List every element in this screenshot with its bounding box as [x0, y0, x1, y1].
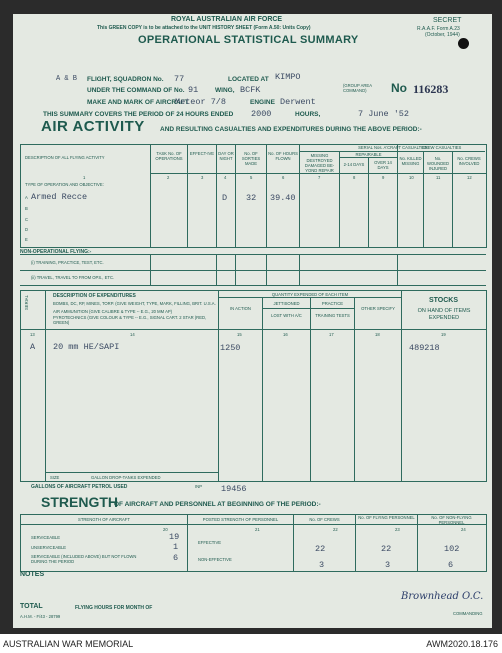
hours-label: HOURS,: [295, 111, 321, 118]
activity-sorties: 32: [246, 193, 257, 203]
expenditure-stocks: 489218: [409, 343, 440, 353]
wing-label: WING,: [215, 87, 235, 94]
non-op-training: (i) TRAINING, PRACTICE, TEST, ETC.: [31, 260, 104, 265]
col-jettisoned: JETTISONED: [273, 301, 300, 306]
petrol-prefix: INP: [195, 484, 202, 489]
notes-label: NOTES: [20, 571, 45, 578]
col-expenditure-desc: DESCRIPTION OF EXPENDITURES: [53, 293, 136, 299]
row-letter-d: D: [25, 227, 29, 232]
col-num-9: 9: [382, 175, 385, 180]
aircraft-value: Meteor 7/8: [175, 97, 227, 107]
archive-name: AUSTRALIAN WAR MEMORIAL: [3, 639, 134, 649]
secret-label: SECRET: [433, 17, 462, 24]
col-num-17: 17: [329, 332, 334, 337]
form-ref: R.A.A.F. Form A.23: [417, 26, 460, 32]
gallon-drop-label: GALLON DROP-TANKS EXPENDED: [91, 475, 161, 480]
row-letter-c: C: [25, 217, 29, 222]
non-op-travel: (ii) TRAVEL, TRAVEL TO FROM OPS., ETC.: [31, 275, 115, 280]
expenditure-item: 20 mm HE/SAPI: [53, 342, 120, 352]
col-2-14-days: 2-14 DAYS: [343, 162, 365, 167]
col-num-4: 4: [224, 175, 227, 180]
command-label: UNDER THE COMMAND OF No.: [87, 87, 185, 94]
group-label: (GROUP AREA COMMAND): [343, 83, 372, 93]
col-sorties: No. OF SORTIES MADE: [241, 151, 261, 166]
period-label: THIS SUMMARY COVERS THE PERIOD OF 24 HOURS ENDED: [43, 111, 234, 118]
form-date: (October, 1944): [425, 32, 460, 38]
aircraft-label: MAKE AND MARK OF AIRCRAFT: [87, 99, 189, 106]
col-num-14: 14: [130, 332, 135, 337]
col-flying-personnel: No. OF FLYING PERSONNEL: [358, 515, 415, 520]
org-name: ROYAL AUSTRALIAN AIR FORCE: [171, 16, 283, 23]
green-copy-note: This GREEN COPY is to be attached to the UNIT HISTORY SHEET (Form A.50: Units Copy): [97, 25, 311, 31]
col-killed: No. KILLED MISSING: [399, 156, 422, 166]
col-num-7: 7: [318, 175, 321, 180]
effective-label: EFFECTIVE: [198, 540, 222, 545]
form-number: 116283: [413, 82, 449, 96]
col-num-18: 18: [375, 332, 380, 337]
air-activity-subtitle: AND RESULTING CASUALTIES AND EXPENDITURES DURING THE ABOVE PERIOD:-: [160, 126, 422, 133]
squadron-value: 77: [174, 74, 185, 84]
crews-effective: 22: [315, 544, 326, 554]
col-training-tests: TRAINING TESTS: [315, 313, 350, 318]
activity-day-night: D: [222, 193, 228, 203]
col-num-19: 19: [441, 332, 446, 337]
col-lost-with-ac: LOST WITH A/C: [271, 313, 302, 318]
flight-label: FLIGHT, SQUADRON No.: [87, 76, 164, 83]
wing-value: 91: [188, 85, 199, 95]
engine-label: ENGINE: [250, 99, 275, 106]
flying-non-effective: 3: [385, 560, 391, 570]
col-hours: No. OF HOURS FLOWN: [268, 151, 298, 161]
unserviceable-value: 1: [173, 542, 179, 552]
expenditure-note-pyro: PYROTECHNICS (GIVE COLOUR & TYPE -- E.G., SIGNAL CART. 2 STAR (RED, GREEN): [53, 315, 207, 325]
unserviceable-label: UNSERVICEABLE: [31, 545, 67, 550]
form-sheet: [13, 14, 492, 628]
col-num-11: 11: [436, 175, 441, 180]
not-flown-value: 6: [173, 553, 179, 563]
col-effective: EFFECT-IVE: [189, 151, 215, 156]
engine-value: Derwent: [280, 97, 316, 107]
col-posted-strength: POSTED STRENGTH OF PERSONNEL: [202, 517, 279, 522]
total-label: TOTAL: [20, 603, 43, 610]
group-value: BCFK: [240, 85, 261, 95]
petrol-label: GALLONS OF AIRCRAFT PETROL USED: [31, 484, 128, 490]
strength-subtitle: OF AIRCRAFT AND PERSONNEL AT BEGINNING OF THE PERIOD:-: [114, 501, 321, 508]
col-serial: SERIAL: [24, 295, 29, 310]
commanding-label: COMMANDING: [453, 611, 483, 616]
nonflying-effective: 102: [444, 544, 460, 554]
form-title: OPERATIONAL STATISTICAL SUMMARY: [138, 34, 359, 46]
punch-hole: [458, 38, 469, 49]
col-crews: No. OF CREWS: [309, 517, 340, 522]
col-task: TASK No. OF OPERATIONS: [155, 151, 183, 161]
non-op-label: NON-OPERATIONAL FLYING:-: [20, 249, 92, 255]
number-label: No: [391, 81, 407, 95]
expenditure-serial: A: [30, 342, 36, 352]
activity-description: Armed Recce: [31, 192, 88, 202]
col-num-15: 15: [237, 332, 242, 337]
col-num-6: 6: [282, 175, 285, 180]
period-hours: 2000: [251, 109, 272, 119]
expenditure-note-ammo: AIR AMMUNITION (GIVE CALIBRE & TYPE -- E.G., 20 MM AP): [53, 309, 173, 314]
col-strength-aircraft: STRENGTH OF AIRCRAFT: [78, 517, 130, 522]
col-num-10: 10: [409, 175, 414, 180]
row-letter-b: B: [25, 206, 28, 211]
col-in-action: IN ACTION: [230, 306, 251, 311]
printer-ref: A.H.M. - F/43 - 28799: [20, 614, 61, 619]
col-num-5: 5: [250, 175, 253, 180]
row-letter-e: E: [25, 237, 28, 242]
located-label: LOCATED AT: [228, 76, 269, 83]
col-num-1: 1: [83, 175, 86, 180]
petrol-value: 19456: [221, 484, 247, 494]
col-serial-header: SERIAL Nos. A'CRAFT CASUALTIES: [358, 145, 428, 150]
air-activity-title: AIR ACTIVITY: [41, 118, 145, 135]
col-num-24: 24: [461, 527, 466, 532]
col-day: DAY OR NIGHT: [218, 151, 234, 161]
crews-non-effective: 3: [319, 560, 325, 570]
col-num-2: 2: [167, 175, 170, 180]
location-value: KIMPO: [275, 72, 301, 82]
col-stocks-sub: ON HAND OF ITEMS EXPENDED: [417, 308, 471, 321]
archive-id: AWM2020.18.176: [426, 639, 498, 649]
archive-footer: [0, 636, 502, 653]
col-num-20: 20: [163, 527, 168, 532]
col-practice: PRACTICE: [321, 301, 344, 306]
col-num-21: 21: [255, 527, 260, 532]
col-num-3: 3: [201, 175, 204, 180]
nonflying-non-effective: 6: [448, 560, 454, 570]
col-other: OTHER SPECIFY: [361, 306, 395, 311]
serviceable-value: 19: [169, 532, 180, 542]
flying-hours-month-label: FLYING HOURS FOR MONTH OF: [75, 605, 153, 611]
expenditure-note-bombs: BOMBS, DC, RP, MINES, TORP. (GIVE WEIGHT, TYPE, MARK, FILLING, BRIT. U.S.A.: [53, 301, 216, 306]
commanding-signature: Brownhead O.C.: [401, 591, 484, 602]
not-flown-label: SERVICEABLE (INCLUDED ABOVE) BUT NOT FLOWN DURING THE PERIOD: [31, 554, 137, 564]
type-label: TYPE OF OPERATION AND OBJECTIVE:: [25, 182, 104, 187]
period-date: 7 June '52: [358, 109, 410, 119]
flying-effective: 22: [381, 544, 392, 554]
expenditure-in-action: 1250: [220, 343, 241, 353]
row-letter-a: A: [25, 195, 28, 200]
flight-prefix: A & B: [56, 75, 78, 83]
col-wounded: No. WOUNDED INJURED: [426, 156, 450, 171]
col-quantity-header: QUANTITY EXPENDED OF EACH ITEM: [271, 292, 349, 297]
col-involved: No. CREWS INVOLVED: [457, 156, 481, 166]
col-stocks: STOCKS: [428, 297, 459, 304]
col-missing: MISSING DESTROYED DAMAGED BE-YOND REPAIR: [304, 153, 335, 173]
col-num-12: 12: [467, 175, 472, 180]
strength-title: STRENGTH: [41, 494, 118, 510]
col-description: DESCRIPTION OF ALL FLYING ACTIVITY: [25, 155, 105, 160]
col-num-23: 23: [395, 527, 400, 532]
col-num-22: 22: [333, 527, 338, 532]
col-over-14-days: OVER 14 DAYS: [374, 160, 392, 170]
activity-hours: 39.40: [270, 193, 296, 203]
col-crew-header: CREW CASUALTIES: [421, 145, 462, 150]
col-repairable: REPAIRABLE: [355, 152, 382, 157]
col-num-13: 13: [30, 332, 35, 337]
non-effective-label: NON-EFFECTIVE: [198, 557, 232, 562]
col-nonflying-personnel: No. OF NON-FLYING PERSONNEL: [431, 515, 472, 525]
serviceable-label: SERVICEABLE: [31, 535, 61, 540]
size-label: SIZE: [50, 475, 60, 480]
col-num-16: 16: [283, 332, 288, 337]
col-num-8: 8: [353, 175, 356, 180]
